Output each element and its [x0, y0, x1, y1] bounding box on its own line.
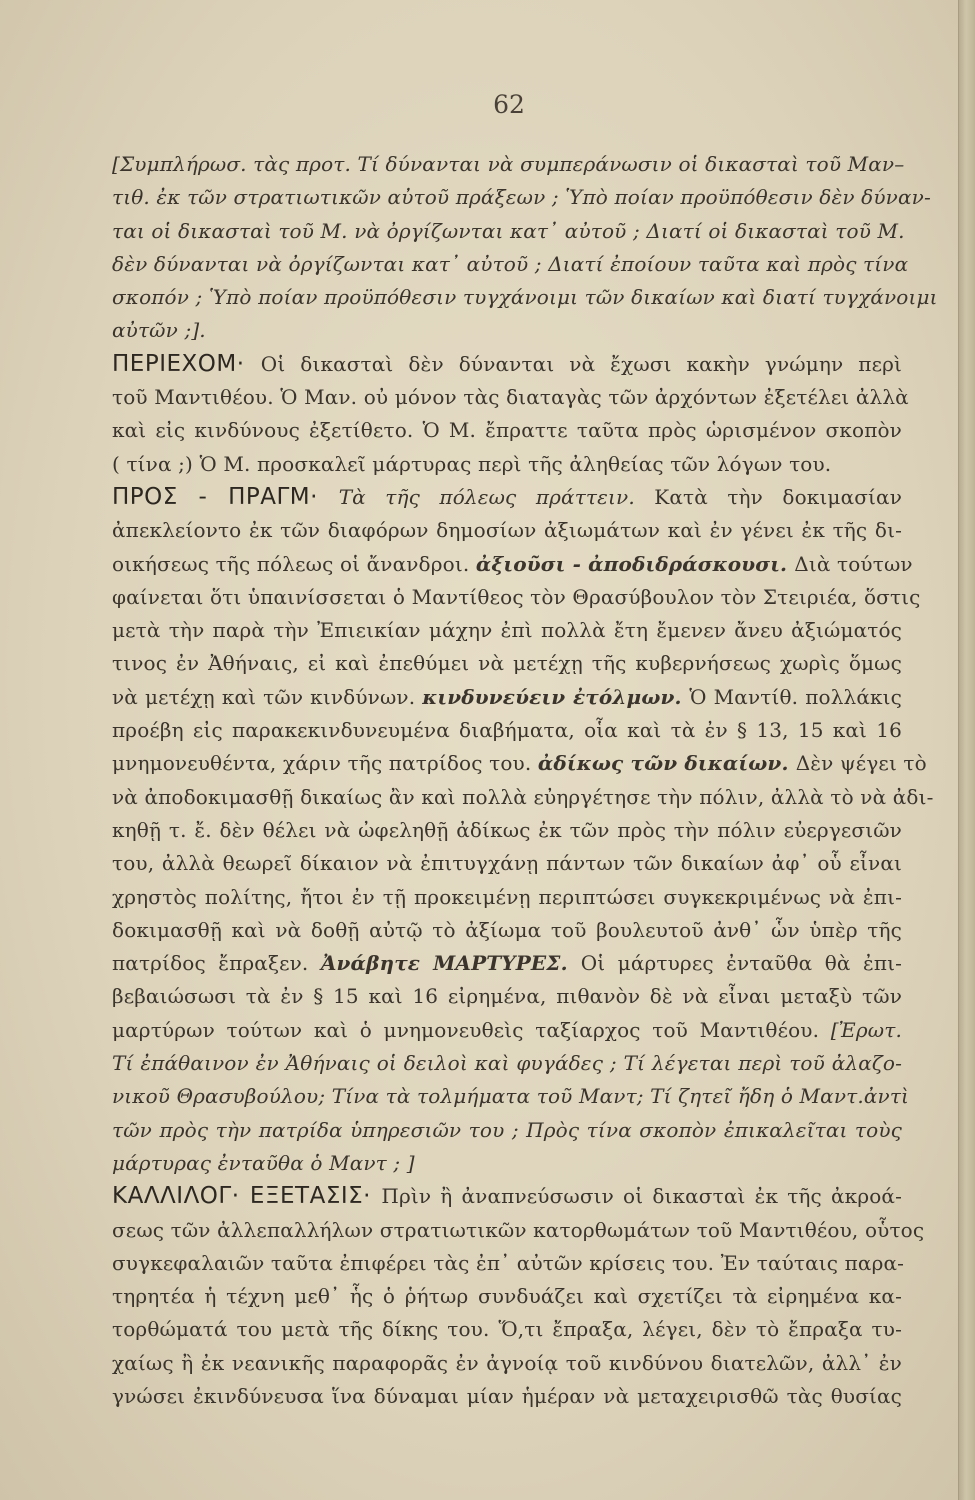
text-segment: χαίως ἢ ἐκ νεανικῆς παραφορᾶς ἐν ἀγνοίᾳ τοῦ κινδύνου διατελῶν, ἀλλ᾽ ἐν [112, 1350, 902, 1375]
text-segment: Τί ἐπάθαινον ἐν Ἀθήναις οἱ δειλοὶ καὶ φυγάδες ; Τί λέγεται περὶ τοῦ ἀλαζο- [112, 1051, 902, 1076]
quoted-phrase: κινδυνεύειν ἐτόλμων. [422, 684, 690, 709]
section-heading: ΠΡΟΣ - ΠΡΑΓΜ· [112, 483, 339, 510]
text-line [112, 914, 902, 947]
text-segment: τῶν πρὸς τὴν πατρίδα ὑπηρεσιῶν του ; Πρὸς τίνα σκοπὸν ἐπικαλεῖται τοὺς [112, 1117, 902, 1142]
text-line [112, 1147, 902, 1180]
text-segment: ( τίνα ;) Ὁ Μ. προσκαλεῖ μάρτυρας περὶ τῆς ἀληθείας τῶν λόγων του. [112, 451, 832, 476]
text-line [112, 681, 902, 714]
text-segment: κηθῇ τ. ἔ. δὲν θέλει νὰ ὠφεληθῇ ἀδίκως ἐκ τῶν πρὸς τὴν πόλιν εὐεργεσιῶν [112, 817, 902, 842]
text-line [112, 647, 902, 680]
text-line [112, 814, 902, 847]
text-line [112, 414, 902, 447]
text-segment: σκοπόν ; Ὑπὸ ποίαν προϋπόθεσιν τυγχάνοιμι τῶν δικαίων καὶ διατί τυγχάνοιμι [112, 285, 938, 310]
quoted-phrase: ἀδίκως τῶν δικαίων. [537, 751, 796, 776]
text-line [112, 381, 909, 414]
text-segment: οικήσεως τῆς πόλεως οἱ ἄνανδροι. [112, 551, 476, 576]
text-segment: Τὰ τῆς πόλεως πράττειν. [338, 484, 655, 509]
text-segment: ἀπεκλείοντο ἐκ τῶν διαφόρων δημοσίων ἀξιωμάτων καὶ ἐν γένει ἐκ τῆς δι- [112, 518, 902, 543]
text-line [112, 1214, 925, 1247]
text-line [112, 980, 902, 1013]
text-segment: του, ἀλλὰ θεωρεῖ δίκαιον νὰ ἐπιτυγχάνῃ πάντων τῶν δικαίων ἀφ᾽ οὗ εἶναι [112, 851, 902, 876]
text-segment: νικοῦ Θρασυβούλου; Τίνα τὰ τολμήματα τοῦ Μαντ; Τί ζητεῖ ἤδη ὁ Μαντ.ἀντὶ [112, 1084, 910, 1109]
text-segment: μαρτύρων τούτων καὶ ὁ μνημονευθεὶς ταξίαρχος τοῦ Μαντιθέου. [112, 1017, 831, 1042]
text-line [112, 947, 902, 980]
section-heading: ΠΕΡΙΕΧΟΜ· [112, 350, 261, 377]
text-line [112, 514, 902, 547]
text-segment: Δὲν ψέγει τὸ [795, 751, 927, 776]
text-segment: τοῦ Μαντιθέου. Ὁ Μαν. οὐ μόνον τὰς διαταγὰς τῶν ἀρχόντων ἐξετέλει ἀλλὰ [112, 385, 909, 410]
text-line [112, 181, 931, 214]
text-segment: δοκιμασθῇ καὶ νὰ δοθῇ αὐτῷ τὸ ἀξίωμα τοῦ βουλευτοῦ ἀνθ᾽ ὧν ὑπὲρ τῆς [112, 917, 902, 942]
text-segment: Οἱ μάρτυρες ἐνταῦθα θὰ ἐπι- [580, 951, 903, 976]
text-segment: τιθ. ἐκ τῶν στρατιωτικῶν αὐτοῦ πράξεων ; Ὑπὸ ποίαν προϋπόθεσιν δὲν δύναν- [112, 185, 931, 210]
text-segment: δὲν δύνανται νὰ ὀργίζωνται κατ᾽ αὐτοῦ ; Διατί ἐποίουν ταῦτα καὶ πρὸς τίνα [112, 251, 909, 276]
text-segment: μάρτυρας ἐνταῦθα ὁ Μαντ ; ] [112, 1150, 415, 1175]
text-segment: τινος ἐν Ἀθήναις, εἰ καὶ ἐπεθύμει νὰ μετέχῃ τῆς κυβερνήσεως χωρὶς ὅμως [112, 651, 902, 676]
text-line [112, 1047, 902, 1080]
text-line [112, 747, 927, 780]
text-line [112, 348, 902, 381]
text-line [112, 1080, 910, 1113]
text-line [112, 215, 905, 248]
text-segment: Διὰ τούτων [794, 551, 913, 576]
text-line [112, 847, 902, 880]
text-line [112, 1180, 902, 1213]
text-line [112, 548, 913, 581]
text-line [112, 481, 902, 514]
page-number: 62 [493, 90, 525, 119]
text-segment: Ὁ Μαντίθ. πολλάκις [689, 684, 902, 709]
text-line [112, 1280, 902, 1313]
text-line [112, 148, 905, 181]
text-segment: καὶ εἰς κινδύνους ἐξετίθετο. Ὁ Μ. ἔπραττε ταῦτα πρὸς ὡρισμένον σκοπὸν [112, 418, 902, 443]
text-segment: πατρίδος ἔπραξεν. [112, 951, 321, 976]
text-segment: αὐτῶν ;]. [112, 318, 206, 343]
text-line [112, 448, 902, 481]
text-segment: νὰ μετέχῃ καὶ τῶν κινδύνων. [112, 684, 423, 709]
page-body-text [112, 148, 938, 1413]
text-line [112, 781, 934, 814]
text-segment: [Συμπλήρωσ. τὰς προτ. Τί δύνανται νὰ συμπεράνωσιν οἱ δικασταὶ τοῦ Μαν– [112, 152, 905, 176]
quoted-phrase: ἀξιοῦσι - ἀποδιδράσκουσι. [475, 551, 795, 576]
text-segment: Πρὶν ἢ ἀναπνεύσωσιν οἱ δικασταὶ ἐκ τῆς ἀκροά- [381, 1184, 902, 1209]
text-segment: φαίνεται ὅτι ὑπαινίσσεται ὁ Μαντίθεος τὸν Θρασύβουλον τὸν Στειριέα, ὅστις [112, 584, 921, 609]
text-segment: συγκεφαλαιῶν ταῦτα ἐπιφέρει τὰς ἐπ᾽ αὐτῶν κρίσεις του. Ἐν ταύταις παρα- [112, 1250, 905, 1275]
text-segment: [Ἐρωτ. [830, 1017, 902, 1042]
text-segment: χρηστὸς πολίτης, ἤτοι ἐν τῇ προκειμένῃ περιπτώσει συγκεκριμένως νὰ ἐπι- [112, 884, 902, 909]
section-heading: ΚΑΛΛΙΛΟΓ· ΕΞΕΤΑΣΙΣ· [112, 1183, 382, 1210]
page-binding-edge [958, 0, 975, 1500]
text-segment: τηρητέα ἡ τέχνη μεθ᾽ ἧς ὁ ῥήτωρ συνδυάζει καὶ σχετίζει τὰ εἰρημένα κα- [112, 1284, 902, 1309]
text-segment: ται οἱ δικασταὶ τοῦ Μ. νὰ ὀργίζωνται κατ᾽ αὐτοῦ ; Διατί οἱ δικασταὶ τοῦ Μ. [112, 218, 905, 243]
text-segment: νὰ ἀποδοκιμασθῇ δικαίως ἂν καὶ πολλὰ εὐηργέτησε τὴν πόλιν, ἀλλὰ τὸ νὰ ἀδι- [112, 784, 934, 809]
text-segment: σεως τῶν ἀλλεπαλλήλων στρατιωτικῶν κατορθωμάτων τοῦ Μαντιθέου, οὗτος [112, 1217, 925, 1242]
text-segment: μετὰ τὴν παρὰ τὴν Ἐπιεικίαν μάχην ἐπὶ πολλὰ ἔτη ἔμενεν ἄνευ ἀξιώματός [112, 618, 902, 643]
text-line [112, 1313, 902, 1346]
text-line [112, 1380, 902, 1413]
text-line [112, 1114, 902, 1147]
text-line [112, 881, 902, 914]
text-segment: Κατὰ τὴν δοκιμασίαν [654, 484, 902, 509]
text-segment: τορθώματά του μετὰ τῆς δίκης του. Ὅ,τι ἔπραξα, λέγει, δὲν τὸ ἔπραξα τυ- [112, 1317, 902, 1342]
text-line [112, 1347, 902, 1380]
text-segment: μνημονευθέντα, χάριν τῆς πατρίδος του. [112, 751, 538, 776]
text-line [112, 1014, 902, 1047]
text-segment: βεβαιώσωσι τὰ ἐν § 15 καὶ 16 εἰρημένα, πιθανὸν δὲ νὰ εἶναι μεταξὺ τῶν [112, 984, 902, 1009]
text-line [112, 614, 902, 647]
text-line [112, 314, 902, 347]
text-line [112, 714, 902, 747]
text-line [112, 1247, 905, 1280]
quoted-phrase: Ἀνάβητε ΜΑΡΤΥΡΕΣ. [320, 951, 581, 976]
text-line [112, 281, 938, 314]
text-segment: προέβη εἰς παρακεκινδυνευμένα διαβήματα, οἷα καὶ τὰ ἐν § 13, 15 καὶ 16 [112, 718, 902, 743]
text-line [112, 581, 921, 614]
text-segment: Οἱ δικασταὶ δὲν δύνανται νὰ ἔχωσι κακὴν γνώμην περὶ [260, 351, 902, 376]
text-line [112, 248, 909, 281]
text-segment: γνώσει ἐκινδύνευσα ἵνα δύναμαι μίαν ἡμέραν νὰ μεταχειρισθῶ τὰς θυσίας [112, 1383, 902, 1408]
